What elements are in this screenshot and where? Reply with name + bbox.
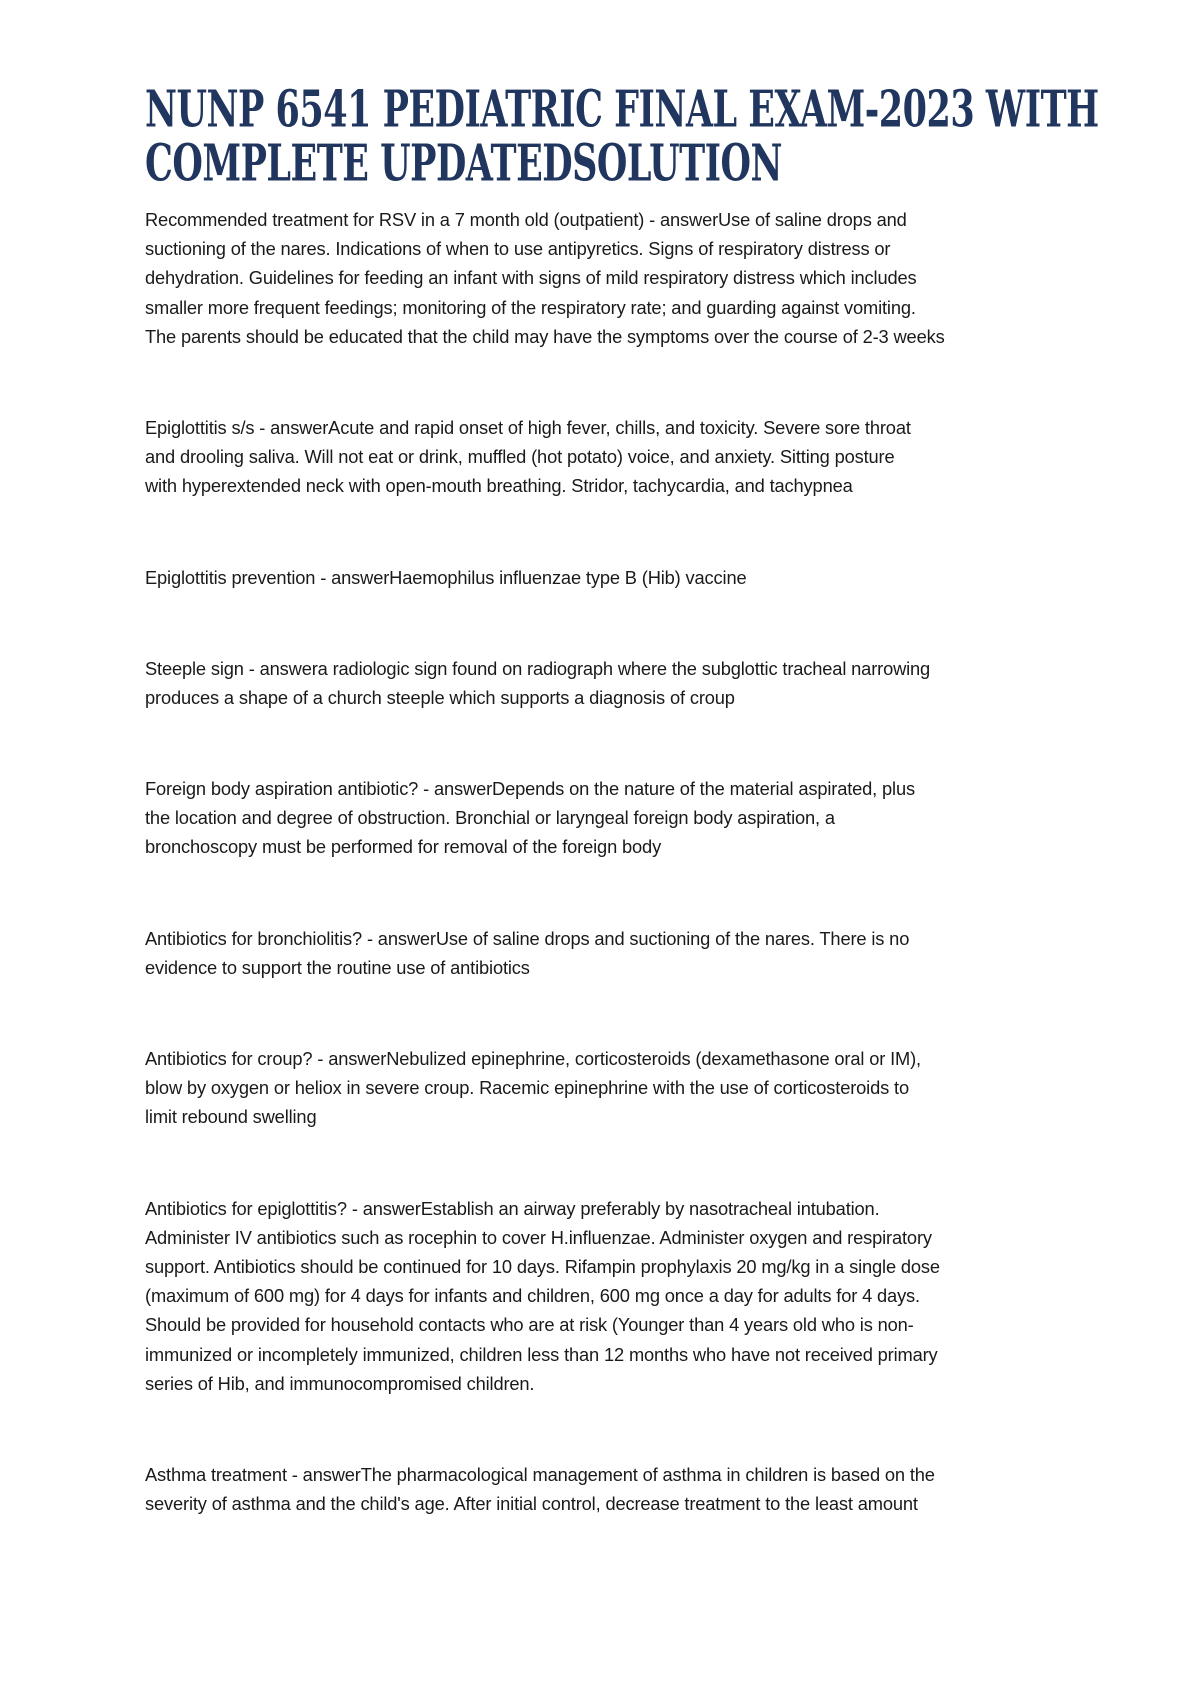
qa-text-line: The parents should be educated that the child may have the symptoms over the course of 2-3 weeks	[145, 325, 945, 347]
qa-entry	[145, 924, 1065, 982]
qa-text-line: blow by oxygen or heliox in severe croup. Racemic epinephrine with the use of corticosteroids to	[145, 1077, 909, 1099]
qa-text-line: bronchoscopy must be performed for removal of the foreign body	[145, 836, 662, 858]
qa-text-line: Foreign body aspiration antibiotic? - answerDepends on the nature of the material aspirated, plus	[145, 778, 915, 800]
qa-entry	[145, 413, 1065, 501]
qa-entry	[145, 563, 1065, 592]
title-line: COMPLETE UPDATEDSOLUTION	[145, 134, 782, 194]
qa-text-line: dehydration. Guidelines for feeding an infant with signs of mild respiratory distress which includes	[145, 267, 917, 289]
qa-text-line: Recommended treatment for RSV in a 7 month old (outpatient) - answerUse of saline drops and	[145, 209, 907, 230]
qa-text-line: (maximum of 600 mg) for 4 days for infants and children, 600 mg once a day for adults for 4 days.	[145, 1285, 920, 1307]
qa-text-line: Antibiotics for epiglottitis? - answerEstablish an airway preferably by nasotracheal intubation.	[145, 1197, 880, 1219]
qa-entry	[145, 205, 1065, 351]
qa-text-line: suctioning of the nares. Indications of when to use antipyretics. Signs of respiratory distress or	[145, 238, 891, 260]
qa-entry	[145, 1194, 1065, 1398]
qa-text-line: the location and degree of obstruction. Bronchial or laryngeal foreign body aspiration, a	[145, 807, 835, 829]
qa-text-line: Epiglottitis prevention - answerHaemophilus influenzae type B (Hib) vaccine	[145, 566, 747, 588]
qa-text-line: limit rebound swelling	[145, 1106, 317, 1128]
title-line: NUNP 6541 PEDIATRIC FINAL EXAM-2023 WITH	[145, 80, 1099, 140]
qa-text-line: Administer IV antibiotics such as rocephin to cover H.influenzae. Administer oxygen and respiratory	[145, 1226, 932, 1248]
qa-text-line: support. Antibiotics should be continued for 10 days. Rifampin prophylaxis 20 mg/kg in a single dose	[145, 1255, 940, 1277]
qa-text-line: with hyperextended neck with open-mouth breathing. Stridor, tachycardia, and tachypnea	[145, 475, 853, 497]
qa-entry	[145, 774, 1065, 862]
qa-text-line: Epiglottitis s/s - answerAcute and rapid onset of high fever, chills, and toxicity. Severe sore throat	[145, 416, 911, 438]
qa-text-line: Antibiotics for croup? - answerNebulized epinephrine, corticosteroids (dexamethasone oral or IM),	[145, 1048, 921, 1069]
qa-text-line: produces a shape of a church steeple which supports a diagnosis of croup	[145, 686, 735, 708]
qa-text-line: immunized or incompletely immunized, children less than 12 months who have not received primary	[145, 1343, 938, 1365]
qa-text-line: smaller more frequent feedings; monitoring of the respiratory rate; and guarding against vomiting.	[145, 296, 916, 318]
qa-entry	[145, 1460, 1065, 1518]
qa-text-line: and drooling saliva. Will not eat or drink, muffled (hot potato) voice, and anxiety. Sitting posture	[145, 446, 895, 468]
qa-text-line: Asthma treatment - answerThe pharmacological management of asthma in children is based on the	[145, 1463, 935, 1485]
document-body	[145, 205, 1065, 1580]
document-title	[145, 80, 1105, 194]
qa-entry	[145, 654, 1065, 712]
qa-text-line: evidence to support the routine use of antibiotics	[145, 956, 530, 978]
qa-text-line: Antibiotics for bronchiolitis? - answerUse of saline drops and suctioning of the nares. There is no	[145, 927, 910, 949]
qa-text-line: Should be provided for household contacts who are at risk (Younger than 4 years old who is non-	[145, 1314, 914, 1336]
qa-text-line: severity of asthma and the child's age. After initial control, decrease treatment to the least amount	[145, 1493, 918, 1515]
qa-text-line: series of Hib, and immunocompromised children.	[145, 1372, 535, 1394]
qa-entry	[145, 1044, 1065, 1132]
qa-text-line: Steeple sign - answera radiologic sign found on radiograph where the subglottic tracheal narrowing	[145, 657, 931, 679]
